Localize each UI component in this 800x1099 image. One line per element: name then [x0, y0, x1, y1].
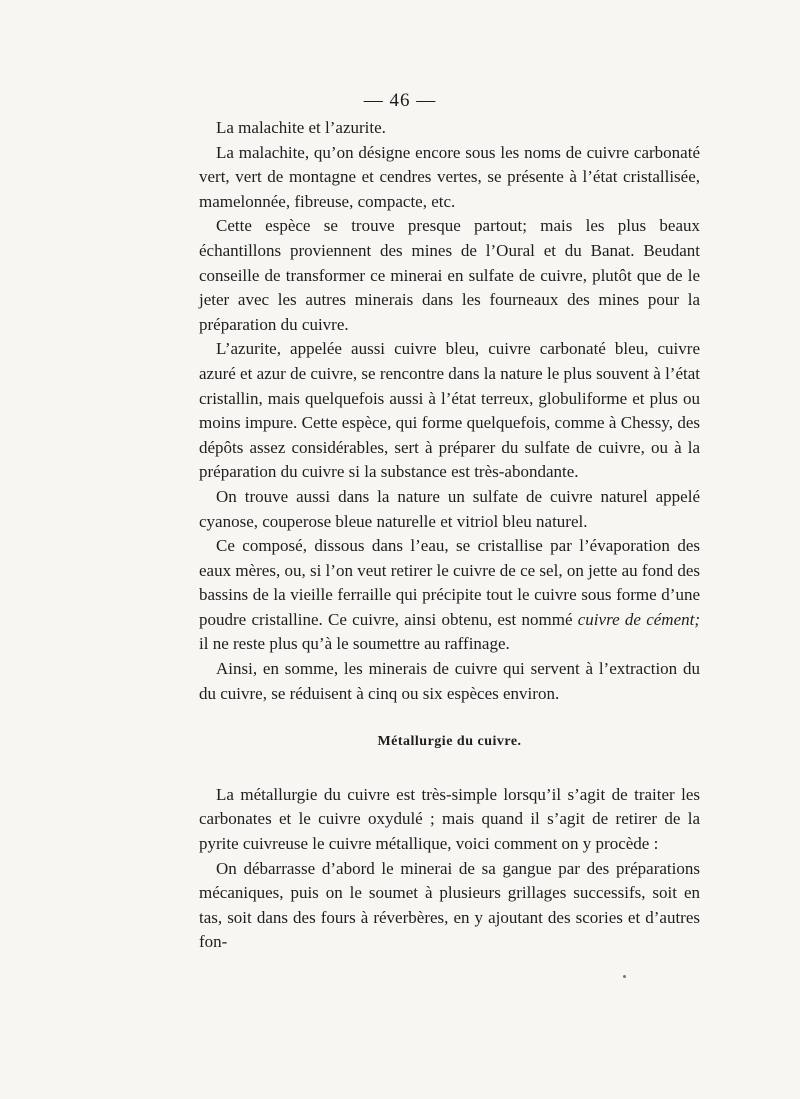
italic-term: cuivre de cément;: [577, 609, 700, 629]
paragraph-subtitle: La malachite et l’azurite.: [216, 118, 386, 137]
paragraph: La malachite, qu’on désigne encore sous les noms de cuivre carbonaté vert, vert de montagne et cendres vertes, se présente à l’état cristallisée, mamelonnée, fibreuse, compacte, etc.: [199, 142, 700, 211]
paragraph-text: Ce composé, dissous dans l’eau, se cristallise par l’évaporation des eaux mères, ou, si l’on veut retirer le cuivre de ce sel, on jette au fond des bassins de la vieille ferraille qui précipite tout le cuivre sous forme d’une poudre cristalline. Ce cuivre, ainsi obtenu, est nommé: [199, 536, 700, 629]
paragraph: Ainsi, en somme, les minerais de cuivre qui servent à l’extraction du du cuivre, se réduisent à cinq ou six espèces environ.: [199, 659, 700, 703]
page-number-header: — 46 —: [363, 90, 437, 111]
paper-speck: [623, 975, 626, 978]
section-title: Métallurgie du cuivre.: [377, 734, 522, 750]
paragraph: La métallurgie du cuivre est très-simple lorsqu’il s’agit de traiter les carbonates et le cuivre oxydulé ; mais quand il s’agit de retirer de la pyrite cuivreuse le cuivre métallique, voici comment on y procède :: [199, 784, 700, 854]
body-text: [199, 116, 700, 955]
paragraph: On débarrasse d’abord le minerai de sa gangue par des préparations mécaniques, puis on le soumet à plusieurs grillages successifs, soit en tas, soit dans des fours à réverbères, en y ajoutant des scories et d’autres fon-: [199, 858, 700, 952]
paragraph-text: il ne reste plus qu’à le soumettre au raffinage.: [199, 634, 510, 654]
paragraph: L’azurite, appelée aussi cuivre bleu, cuivre carbonaté bleu, cuivre azuré et azur de cuivre, se rencontre dans la nature le plus souvent à l’état cristallin, mais quelquefois aussi à l’état terreux, globuliforme et plus ou moins impure. Cette espèce, qui forme quelquefois, comme à Chessy, des dépôts assez considérables, sert à préparer du sulfate de cuivre, ou à la préparation du cuivre si la substance est très-abondante.: [199, 339, 700, 482]
paragraph: On trouve aussi dans la nature un sulfate de cuivre naturel appelé cyanose, couperose bleue naturelle et vitriol bleu naturel.: [199, 486, 700, 531]
paragraph: Cette espèce se trouve presque partout; mais les plus beaux échantillons proviennent des mines de l’Oural et du Banat. Beudant conseille de transformer ce minerai en sulfate de cuivre, plutôt que de le jeter avec les autres minerais dans les fourneaux des mines pour la préparation du cuivre.: [199, 216, 700, 334]
paragraph: [199, 534, 700, 657]
